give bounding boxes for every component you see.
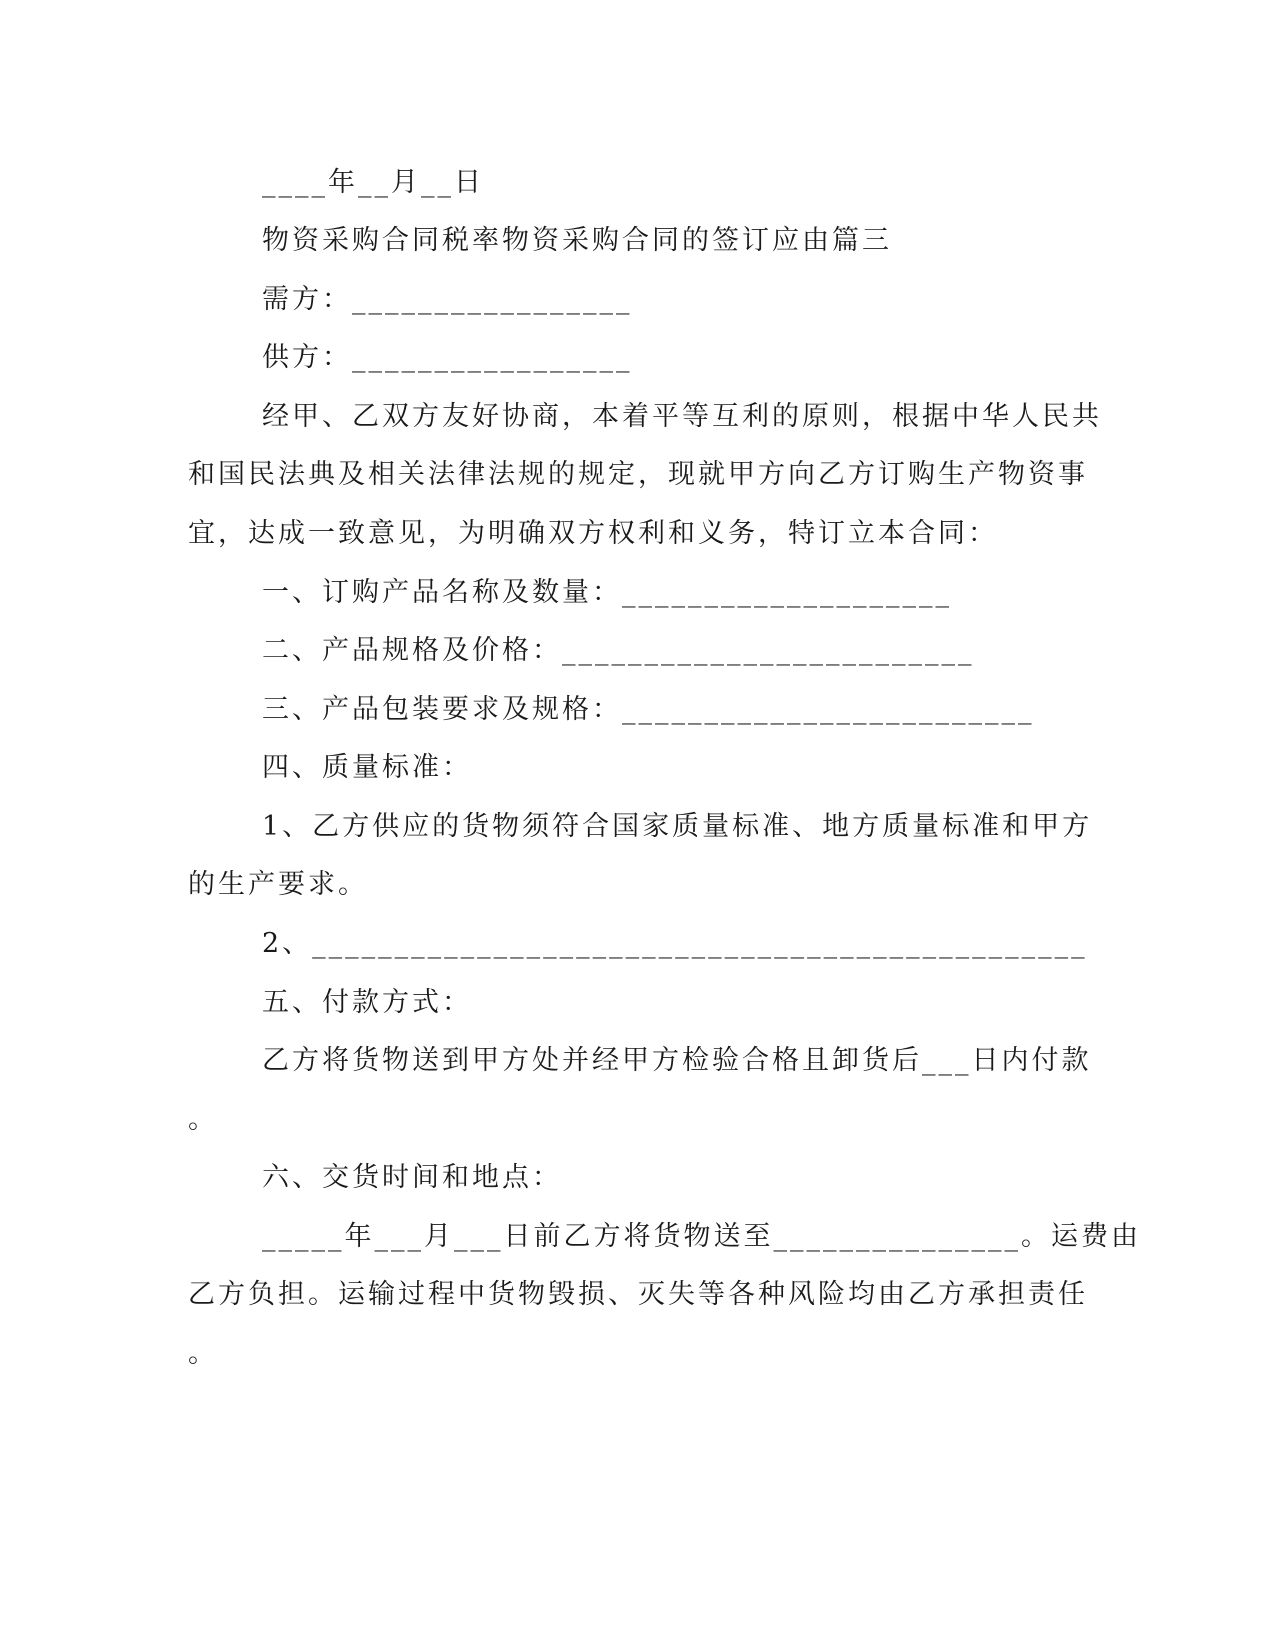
- clause-2-spec-price: 二、产品规格及价格：_________________________: [262, 635, 975, 666]
- preamble-line-1: 经甲、乙双方友好协商，本着平等互利的原则，根据中华人民共: [262, 401, 1102, 432]
- delivery-line-3: 。: [188, 1338, 218, 1369]
- clause-4-heading: 四、质量标准：: [262, 752, 472, 783]
- quality-item-2: 2、_______________________________________________: [262, 928, 1088, 959]
- delivery-line-2: 乙方负担。运输过程中货物毁损、灭失等各种风险均由乙方承担责任: [188, 1279, 1088, 1310]
- supplier-line: 供方：_________________: [262, 342, 633, 373]
- section-title: 物资采购合同税率物资采购合同的签订应由篇三: [262, 225, 892, 256]
- delivery-line-1: _____年___月___日前乙方将货物送至_______________。运费由: [262, 1221, 1141, 1252]
- quality-item-1-line-2: 的生产要求。: [188, 869, 368, 900]
- date-line: ____年__月__日: [262, 167, 484, 198]
- quality-item-1-line-1: 1、乙方供应的货物须符合国家质量标准、地方质量标准和甲方: [262, 811, 1093, 842]
- clause-5-heading: 五、付款方式：: [262, 987, 472, 1018]
- buyer-line: 需方：_________________: [262, 284, 633, 315]
- preamble-line-2: 和国民法典及相关法律法规的规定，现就甲方向乙方订购生产物资事: [188, 459, 1088, 490]
- payment-line-1: 乙方将货物送到甲方处并经甲方检验合格且卸货后___日内付款: [262, 1045, 1092, 1076]
- preamble-line-3: 宜，达成一致意见，为明确双方权利和义务，特订立本合同：: [188, 518, 998, 549]
- payment-line-2: 。: [188, 1104, 218, 1135]
- clause-1-product-name: 一、订购产品名称及数量：____________________: [262, 577, 952, 608]
- clause-6-heading: 六、交货时间和地点：: [262, 1162, 562, 1193]
- clause-3-packaging: 三、产品包装要求及规格：_________________________: [262, 694, 1035, 725]
